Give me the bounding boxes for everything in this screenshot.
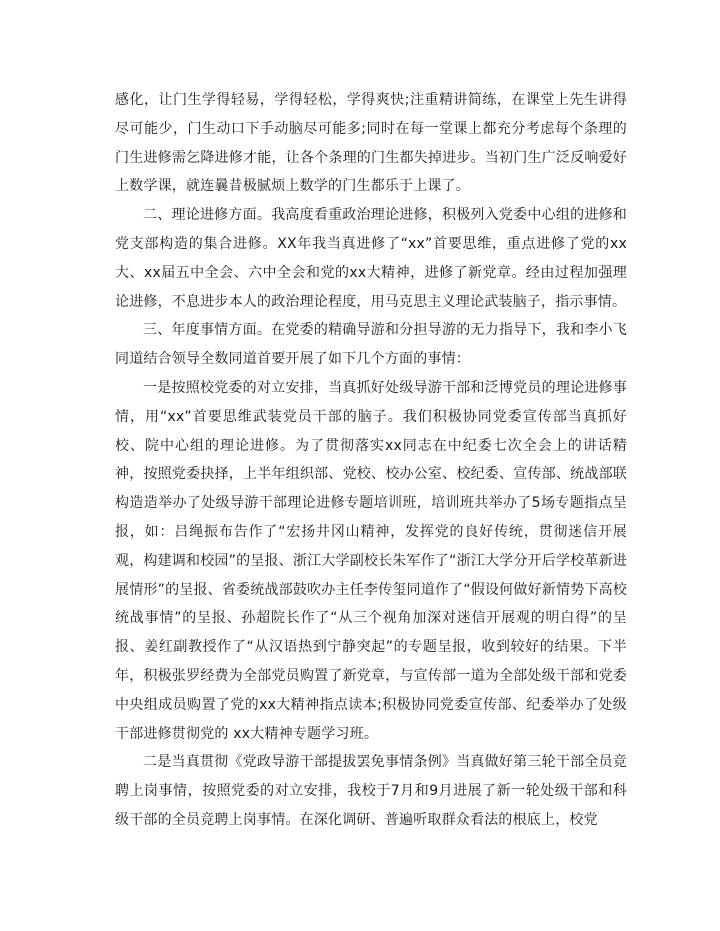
paragraph-continuation: 感化，让门生学得轻易，学得轻松，学得爽快;注重精讲简练，在课堂上先生讲得尽可能少，门生动口下手动脑尽可能多;同时在每一堂课上都充分考虑每个条理的门生进修需乞降进修才能，让各个条理的门生都失掉进步。当初门生广泛反响爱好上数学课，就连曩昔极腻烦上数学的门生都乐于上课了。: [115, 92, 627, 195]
paragraph-item-one: 一是按照校党委的对立安排，当真抓好处级导游干部和泛博党员的理论进修事情，用“xx”首要思维武装党员干部的脑子。我们积极协同党委宣传部当真抓好校、院中心组的理论进修。为了贯彻落实xx同志在中纪委七次全会上的讲话精神，按照党委抉择，上半年组织部、党校、校办公室、校纪委、宣传部、统战部联构造造举办了处级导游干部理论进修专题培训班，培训班共举办了5场专题指点呈报，如：吕绳振布告作了“宏扬井冈山精神，发挥党的良好传统，贯彻迷信开展观，构建调和校园”的呈报、浙江大学副校长朱军作了“浙江大学分开后学校革新进展情形”的呈报、省委统战部鼓吹办主任李传玺同道作了“假设何做好新情势下高校统战事情”的呈报、孙超院长作了“从三个视角加深对迷信开展观的明白得”的呈报、姜红副教授作了“从汉语热到宁静突起”的专题呈报，收到较好的结果。下半年，积极张罗经费为全部党员购置了新党章，与宣传部一道为全部处级干部和党委中央组成员购置了党的xx大精神指点读本;积极协同党委宣传部、纪委举办了处级干部进修贯彻党的 xx大精神专题学习班。: [115, 379, 627, 742]
paragraph-theory-study: 二、理论进修方面。我高度看重政治理论进修，积极列入党委中心组的进修和党支部构造的集合进修。XX年我当真进修了“xx”首要思维，重点进修了党的xx大、xx届五中全会、六中全会和党的xx大精神，进修了新党章。经由过程加强理论进修，不息进步本人的政治理论程度，用马克思主义理论武装脑子，指示事情。: [115, 207, 627, 310]
paragraph-item-two: 二是当真贯彻《党政导游干部提拔罢免事情条例》当真做好第三轮干部全员竞聘上岗事情，按照党委的对立安排，我校于7月和9月进展了新一轮处级干部和科级干部的全员竞聘上岗事情。在深化调研、普遍听取群众看法的根底上，校党: [115, 754, 627, 828]
paragraph-annual-work: 三、年度事情方面。在党委的精确导游和分担导游的无力指导下，我和李小飞同道结合领导全数同道首要开展了如下几个方面的事情：: [115, 322, 627, 368]
document-body: [115, 86, 627, 835]
